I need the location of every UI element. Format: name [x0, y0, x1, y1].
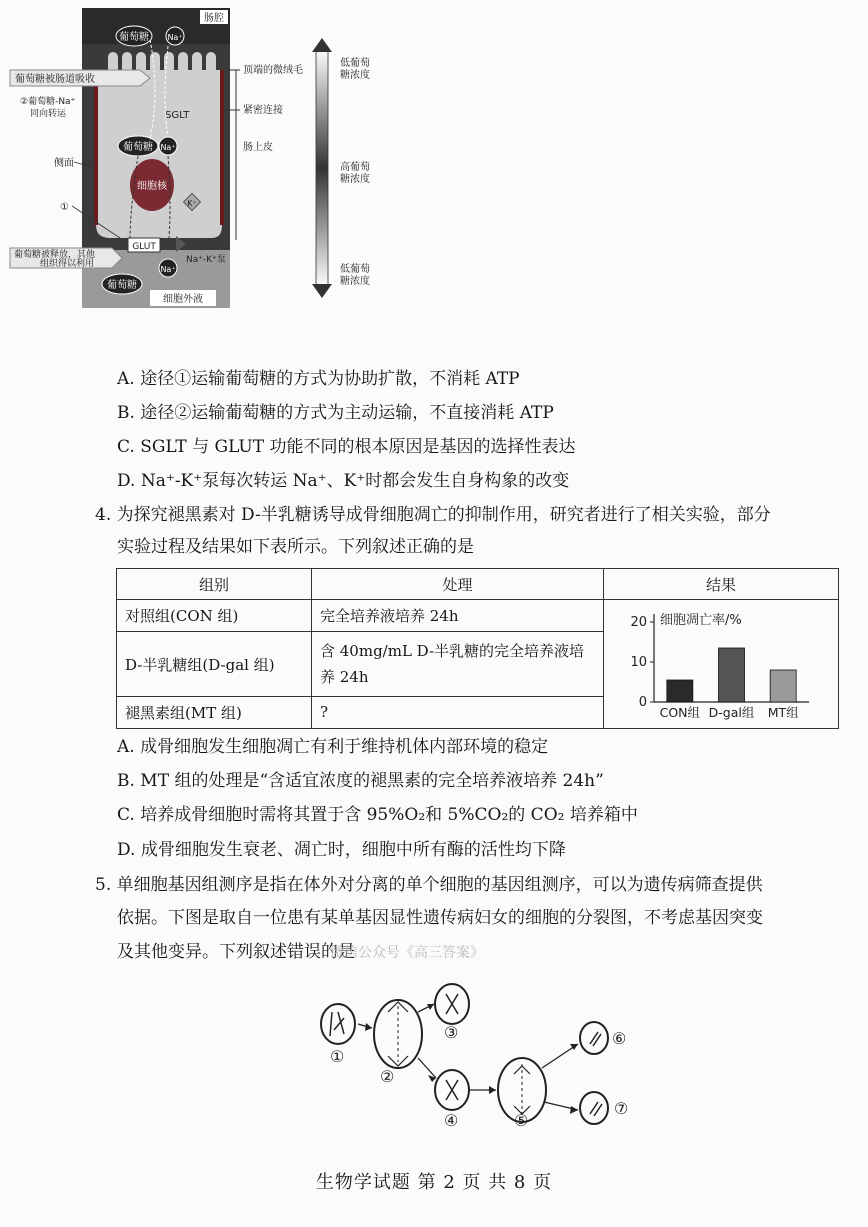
svg-text:葡萄糖: 葡萄糖	[119, 32, 149, 43]
svg-text:细胞核: 细胞核	[137, 181, 167, 192]
svg-text:Na⁺: Na⁺	[160, 265, 176, 274]
q4-option-d: D. 成骨细胞发生衰老、凋亡时，细胞中所有酶的活性均下降	[117, 840, 566, 860]
table-cell: D-半乳糖组(D-gal 组)	[117, 632, 312, 697]
svg-text:葡萄糖: 葡萄糖	[107, 280, 137, 291]
experiment-table	[116, 568, 839, 729]
svg-text:细胞外液: 细胞外液	[163, 294, 203, 305]
q4-option-c: C. 培养成骨细胞时需将其置于含 95%O₂和 5%CO₂的 CO₂ 培养箱中	[117, 805, 638, 825]
svg-text:高葡萄: 高葡萄	[340, 162, 370, 173]
bar-2	[719, 648, 745, 702]
svg-text:Na⁺-K⁺泵: Na⁺-K⁺泵	[186, 255, 226, 265]
q4-stem-line2: 实验过程及结果如下表所示。下列叙述正确的是	[117, 537, 474, 557]
cell-label-7: ⑦	[614, 1099, 629, 1118]
svg-text:肠上皮: 肠上皮	[243, 142, 273, 153]
concentration-gradient-arrow	[316, 48, 328, 288]
result-chart-cell	[604, 600, 839, 729]
q4-option-b: B. MT 组的处理是“含适宜浓度的褪黑素的完全培养液培养 24h”	[117, 771, 604, 791]
y-tick-label: 20	[630, 615, 647, 630]
table-cell: 褪黑素组(MT 组)	[117, 696, 312, 728]
x-tick-label: D-gal组	[708, 705, 755, 720]
cell-2	[374, 1000, 422, 1068]
svg-text:②葡萄糖-Na⁺: ②葡萄糖-Na⁺	[20, 97, 76, 107]
bar-3	[770, 670, 796, 702]
epithelial-cell	[96, 70, 222, 238]
svg-text:顶端的微绒毛: 顶端的微绒毛	[243, 65, 303, 76]
y-tick-label: 0	[638, 695, 647, 710]
cell-label-6: ⑥	[612, 1029, 627, 1048]
y-axis-label: 细胞凋亡率/%	[660, 613, 742, 628]
table-header-group: 组别	[117, 569, 312, 600]
apoptosis-bar-chart	[604, 600, 824, 724]
q3-option-b: B. 途径②运输葡萄糖的方式为主动运输，不直接消耗 ATP	[117, 403, 554, 423]
svg-text:糖浓度: 糖浓度	[340, 174, 370, 185]
x-tick-label: MT组	[767, 705, 799, 720]
cell-label-3: ③	[444, 1023, 459, 1042]
cell-label-1: ①	[330, 1047, 345, 1066]
cell-division-diagram	[310, 978, 640, 1128]
svg-text:糖浓度: 糖浓度	[340, 70, 370, 81]
svg-text:①: ①	[60, 202, 69, 213]
svg-text:Na⁺: Na⁺	[160, 143, 176, 152]
y-tick-label: 10	[630, 655, 647, 670]
cell-label-4: ④	[444, 1111, 459, 1128]
table-header-treatment: 处理	[312, 569, 604, 600]
svg-text:同向转运: 同向转运	[30, 109, 67, 119]
table-cell	[312, 632, 604, 697]
q5-stem-line2: 依据。下图是取自一位患有某单基因显性遗传病妇女的细胞的分裂图，不考虑基因突变	[117, 908, 763, 928]
svg-text:K⁺: K⁺	[187, 199, 197, 208]
svg-text:紧密连接: 紧密连接	[243, 105, 283, 116]
svg-text:葡萄糖被释放，其他: 葡萄糖被释放，其他	[14, 250, 96, 260]
q4-stem-line1: 4. 为探究褪黑素对 D-半乳糖诱导成骨细胞凋亡的抑制作用，研究者进行了相关实验，部分	[95, 505, 771, 525]
svg-text:葡萄糖被肠道吸收: 葡萄糖被肠道吸收	[15, 74, 95, 85]
q5-stem-line3: 及其他变异。下列叙述错误的是	[117, 942, 355, 962]
svg-text:GLUT: GLUT	[132, 242, 156, 252]
watermark: 微信公众号《高三答案》	[330, 945, 484, 961]
svg-text:组织得以利用: 组织得以利用	[40, 259, 95, 269]
svg-text:侧面: 侧面	[54, 158, 74, 169]
q3-option-a: A. 途径①运输葡萄糖的方式为协助扩散，不消耗 ATP	[117, 369, 520, 389]
table-cell-line: 养 24h	[320, 668, 369, 686]
glucose-transport-diagram	[0, 0, 400, 315]
cell-label-2: ②	[380, 1067, 395, 1086]
svg-text:Na⁺: Na⁺	[167, 33, 183, 42]
table-cell: ?	[312, 696, 604, 728]
q3-option-d: D. Na⁺-K⁺泵每次转运 Na⁺、K⁺时都会发生自身构象的改变	[117, 471, 570, 491]
svg-text:低葡萄: 低葡萄	[340, 58, 370, 69]
cell-label-5: ⑤	[514, 1111, 529, 1128]
q3-option-c: C. SGLT 与 GLUT 功能不同的根本原因是基因的选择性表达	[117, 437, 576, 457]
q5-stem-line1: 5. 单细胞基因组测序是指在体外对分离的单个细胞的基因组测序，可以为遗传病筛查提供	[95, 875, 763, 895]
table-cell: 对照组(CON 组)	[117, 600, 312, 632]
svg-text:葡萄糖: 葡萄糖	[123, 142, 153, 153]
x-tick-label: CON组	[659, 705, 701, 720]
table-cell-line: 含 40mg/mL D-半乳糖的完全培养液培	[320, 642, 585, 660]
svg-text:SGLT: SGLT	[165, 110, 190, 121]
svg-text:肠腔: 肠腔	[204, 13, 224, 24]
page-footer: 生物学试题 第 2 页 共 8 页	[315, 1172, 553, 1193]
bar-1	[667, 680, 693, 702]
q4-option-a: A. 成骨细胞发生细胞凋亡有利于维持机体内部环境的稳定	[117, 737, 549, 757]
table-header-result: 结果	[604, 569, 839, 600]
table-cell: 完全培养液培养 24h	[312, 600, 604, 632]
cell-1	[321, 1004, 355, 1044]
svg-text:低葡萄: 低葡萄	[340, 264, 370, 275]
svg-text:糖浓度: 糖浓度	[340, 276, 370, 287]
